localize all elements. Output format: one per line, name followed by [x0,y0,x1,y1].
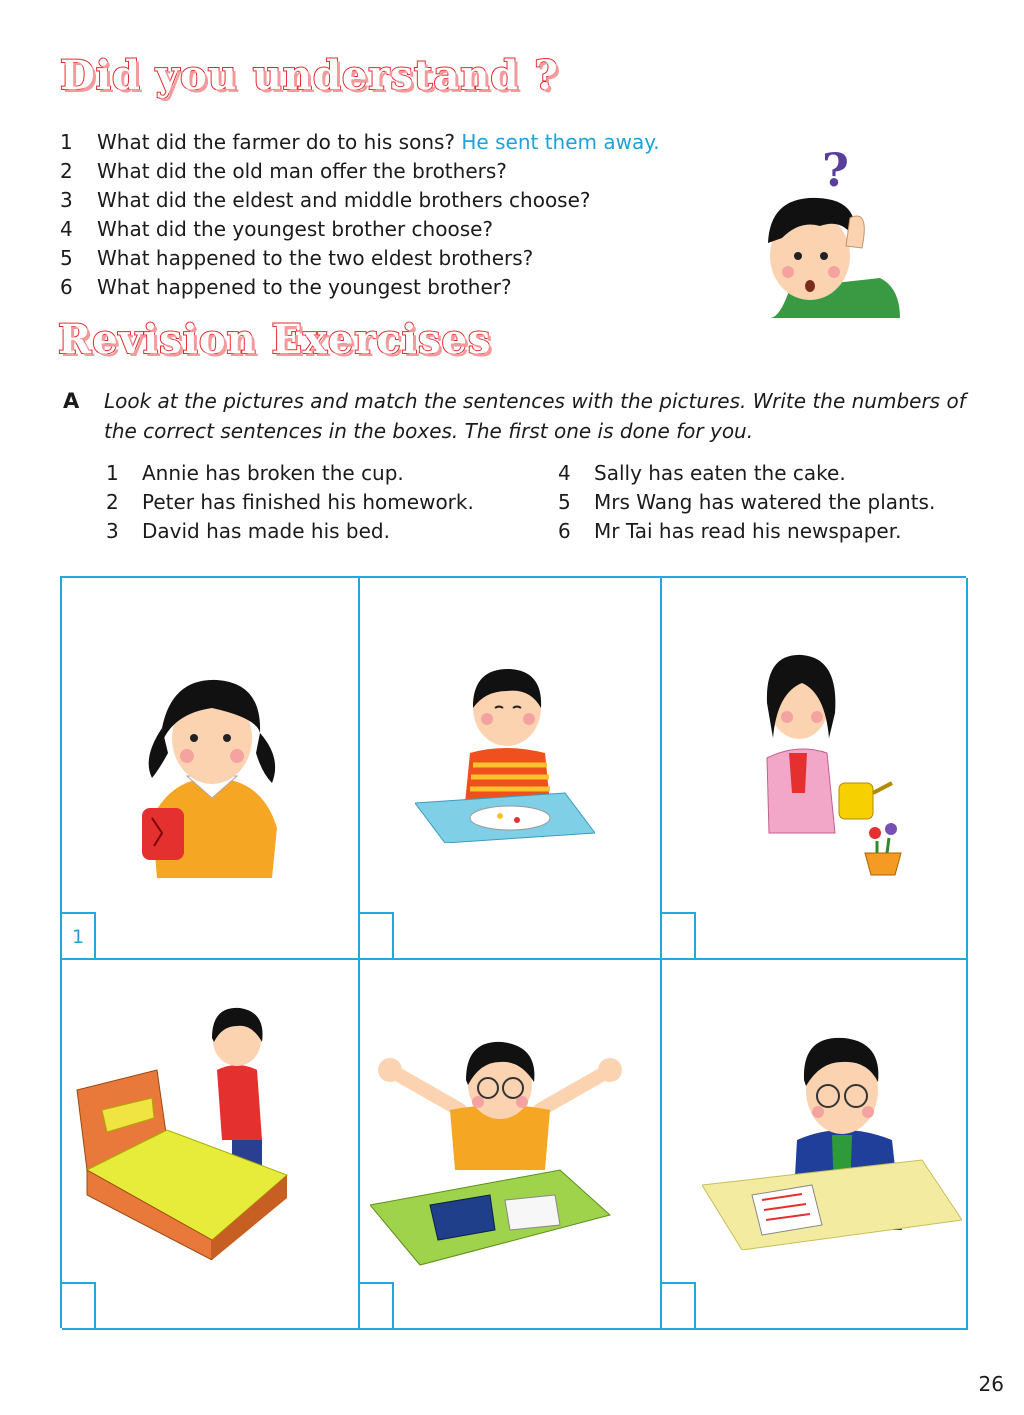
picture-grid [60,576,966,1328]
woman-watering-plants-illustration [747,643,917,878]
question-item: 1 What did the farmer do to his sons? He sent them away. [60,130,660,154]
girl-with-broken-cup-illustration [132,658,292,878]
exercise-a-instructions [63,386,983,446]
picture-cell-5 [360,960,662,1330]
picture-cell-4 [62,960,360,1330]
answer-box[interactable] [662,912,696,958]
sentence-item: 1 Annie has broken the cup. [106,461,404,485]
question-item: 5 What happened to the two eldest brothers? [60,246,534,270]
sentence-item: 4 Sally has eaten the cake. [558,461,846,485]
question-item: 6 What happened to the youngest brother? [60,275,512,299]
instruction-text: Look at the pictures and match the sentences with the pictures. Write the numbers of the correct sentences in the boxes. The first one is done for you. [104,389,966,443]
question-item: 2 What did the old man offer the brothers? [60,159,507,183]
comprehension-questions [60,128,660,302]
sentence-item: 2 Peter has finished his homework. [106,490,474,514]
sentence-list-left [106,459,474,546]
answer-box[interactable] [62,1282,96,1328]
picture-cell-1 [62,578,360,960]
picture-cell-2 [360,578,662,960]
answer-box[interactable] [360,1282,394,1328]
question-item: 3 What did the eldest and middle brothers choose? [60,188,591,212]
picture-cell-3 [662,578,968,960]
sample-answer: He sent them away. [461,130,660,154]
boy-beside-made-bed-illustration [72,1000,312,1260]
question-item: 4 What did the youngest brother choose? [60,217,494,241]
man-with-newspaper-illustration [702,1020,962,1250]
picture-cell-6 [662,960,968,1330]
page-number: 26 [978,1372,1004,1396]
sentence-list-right [558,459,935,546]
boy-stretching-at-desk-illustration [370,1030,630,1270]
sentence-item: 3 David has made his bed. [106,519,390,543]
svg-text:?: ? [822,143,849,197]
girl-with-empty-plate-illustration [415,653,595,843]
exercise-letter: A [63,389,80,413]
answer-box[interactable]: 1 [62,912,96,958]
answer-box[interactable] [662,1282,696,1328]
section-title-did-you-understand: Did you understand ? [60,52,559,99]
sentence-item: 6 Mr Tai has read his newspaper. [558,519,902,543]
sentence-item: 5 Mrs Wang has watered the plants. [558,490,936,514]
answer-box[interactable] [360,912,394,958]
thinking-boy-illustration [750,138,925,318]
section-title-revision-exercises: Revision Exercises [58,316,492,363]
